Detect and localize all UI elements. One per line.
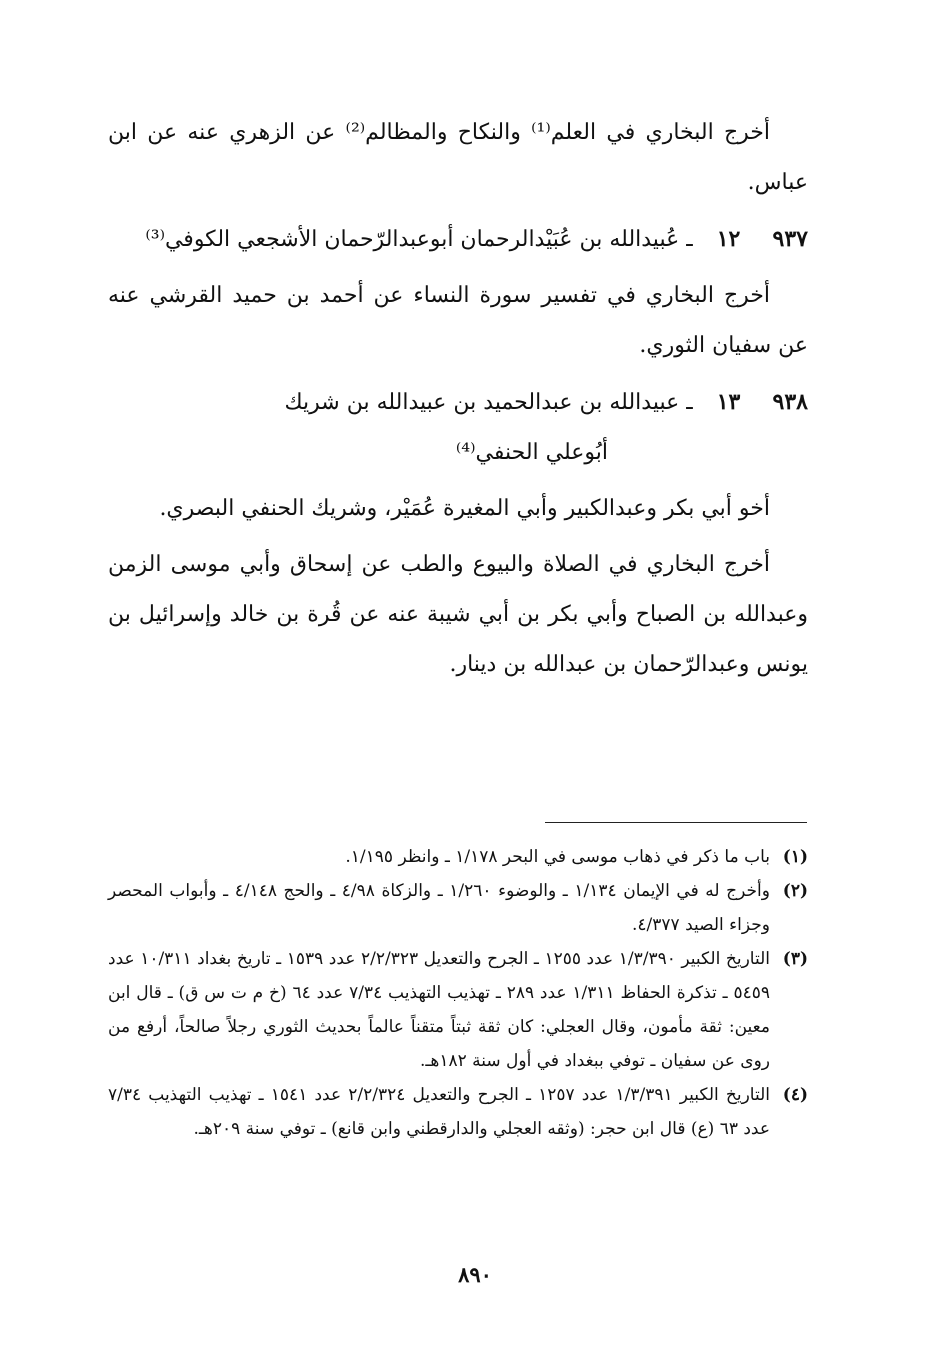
footnotes [108, 840, 808, 1146]
entry-937-title: ـ عُبيدالله بن عُبَيْدالرحمان أبوعبدالرّحمان الأشجعي الكوفي⁽³⁾ [145, 227, 693, 252]
entry-938-number: ٩٣٨ [772, 389, 808, 415]
entry-938-title-continued: أبُوعلي الحنفي⁽⁴⁾ [455, 440, 608, 465]
footnote-2 [108, 874, 808, 942]
paragraph-2: أخرج البخاري في تفسير سورة النساء عن أحمد بن حميد القرشي عنه عن سفيان الثوري. [108, 283, 808, 358]
footnote-1 [108, 840, 808, 874]
footnote-1-text: باب ما ذكر في ذهاب موسى في البحر ١/١٧٨ ـ وانظر ١/١٩٥. [345, 847, 770, 867]
page-number: ٨٩٠ [458, 1262, 492, 1287]
paragraph-1: أخرج البخاري في العلم⁽¹⁾ والنكاح والمظالم⁽²⁾ عن الزهري عنه عن ابن عباس. [108, 120, 808, 195]
footnote-2-text: وأخرج له في الإيمان ١/١٣٤ ـ والوضوء ١/٢٦٠ ـ والزكاة ٤/٩٨ ـ والحج ٤/١٤٨ ـ وأبواب المحصر وجزاء الصيد ٤/٣٧٧. [108, 881, 770, 935]
footnote-3-text: التاريخ الكبير ١/٣/٣٩٠ عدد ١٢٥٥ ـ الجرح والتعديل ٢/٢/٣٢٣ عدد ١٥٣٩ ـ تاريخ بغداد ١٠/٣١١ عدد ٥٤٥٩ ـ تذكرة الحفاظ ١/٣١١ عدد ٢٨٩ ـ تهذيب التهذيب ٧/٣٤ عدد ٦٤ (خ م ت س ق) ـ قال ابن معين: ثقة مأمون، وقال العجلي: كان ثقة ثبتاً متقناً عالماً بحديث الثوري رجلاً صالحاً، أرفع من روى عن سفيان ـ توفي ببغداد في أول سنة ١٨٢هـ. [108, 949, 770, 1071]
footnote-2-mark: (٢) [782, 881, 808, 901]
footnote-separator [545, 822, 807, 823]
footnote-4-text: التاريخ الكبير ١/٣/٣٩١ عدد ١٢٥٧ ـ الجرح والتعديل ٢/٢/٣٢٤ عدد ١٥٤١ ـ تهذيب التهذيب ٧/٣٤ عدد ٦٣ (ع) قال ابن حجر: (وثقه العجلي والدارقطني وابن قانع) ـ توفي سنة ٢٠٩هـ. [108, 1085, 770, 1139]
footnote-3 [108, 942, 808, 1078]
entry-938-subnumber: ١٣ [716, 389, 741, 415]
entry-938-title: ـ عبيدالله بن عبدالحميد بن عبيدالله بن شريك [284, 390, 693, 415]
entry-938 [108, 377, 808, 478]
footnote-4-mark: (٤) [782, 1085, 808, 1105]
entry-937 [108, 214, 808, 265]
paragraph-3: أخو أبي بكر وعبدالكبير وأبي المغيرة عُمَيْر، وشريك الحنفي البصري. [159, 496, 770, 521]
paragraph-4: أخرج البخاري في الصلاة والبيوع والطب عن إسحاق وأبي موسى الزمن وعبدالله بن الصباح وأبي بكر بن أبي شيبة عنه عن قُرة بن خالد وإسرائيل بن يونس وعبدالرّحمان بن عبدالله بن دينار. [108, 552, 808, 677]
footnote-1-mark: (١) [782, 847, 808, 867]
main-text [108, 108, 808, 696]
entry-937-number: ٩٣٧ [772, 226, 808, 252]
footnote-4 [108, 1078, 808, 1146]
entry-937-subnumber: ١٢ [716, 226, 741, 252]
footnote-3-mark: (٣) [782, 949, 808, 969]
